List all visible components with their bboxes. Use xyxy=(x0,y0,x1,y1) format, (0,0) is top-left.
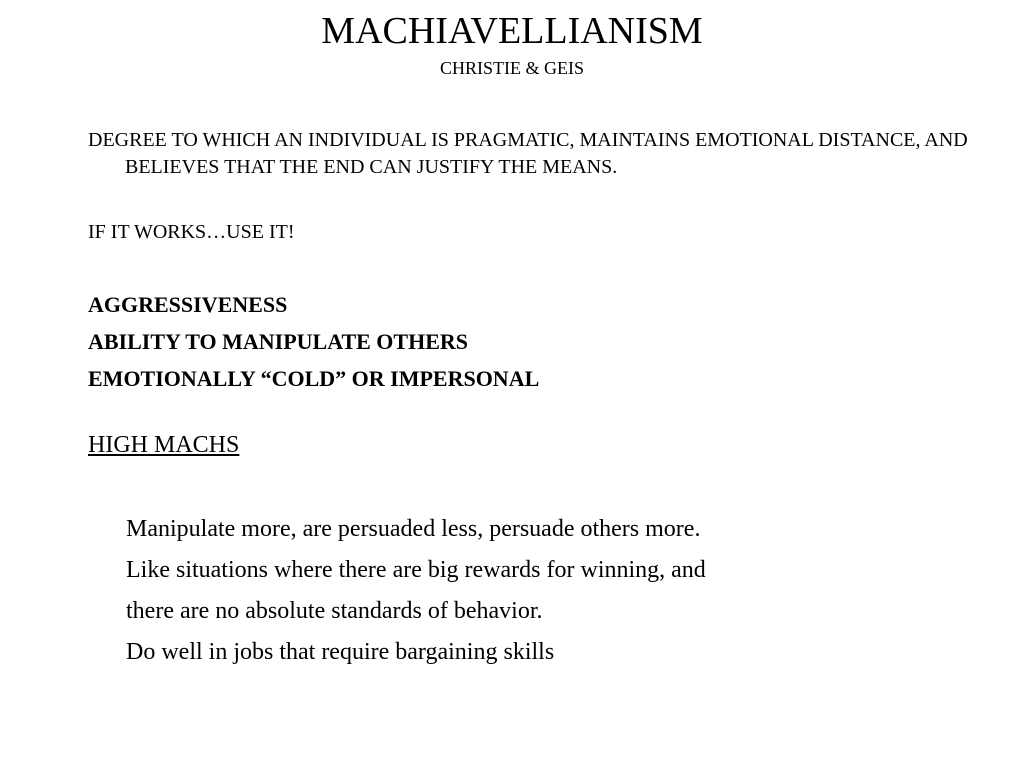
behavior-line: Manipulate more, are persuaded less, persuade others more. xyxy=(126,516,701,542)
behavior-line: Do well in jobs that require bargaining skills xyxy=(126,639,555,665)
traits-list xyxy=(88,286,539,397)
section-heading: HIGH MACHS xyxy=(88,432,240,458)
trait-item: EMOTIONALLY “COLD” OR IMPERSONAL xyxy=(88,366,540,391)
slide-title: MACHIAVELLIANISM xyxy=(321,10,703,52)
behaviors-list xyxy=(126,509,706,673)
behavior-line: Like situations where there are big rewards for winning, and xyxy=(126,557,706,583)
behavior-line: there are no absolute standards of behavior. xyxy=(126,598,543,624)
trait-item: ABILITY TO MANIPULATE OTHERS xyxy=(88,329,468,354)
slide-subtitle: CHRISTIE & GEIS xyxy=(440,58,584,78)
motto-text: IF IT WORKS…USE IT! xyxy=(88,221,295,243)
trait-item: AGGRESSIVENESS xyxy=(88,292,288,317)
definition-text: DEGREE TO WHICH AN INDIVIDUAL IS PRAGMATIC, MAINTAINS EMOTIONAL DISTANCE, AND BELIEVES THAT THE END CAN JUSTIFY THE MEANS. xyxy=(88,129,968,178)
